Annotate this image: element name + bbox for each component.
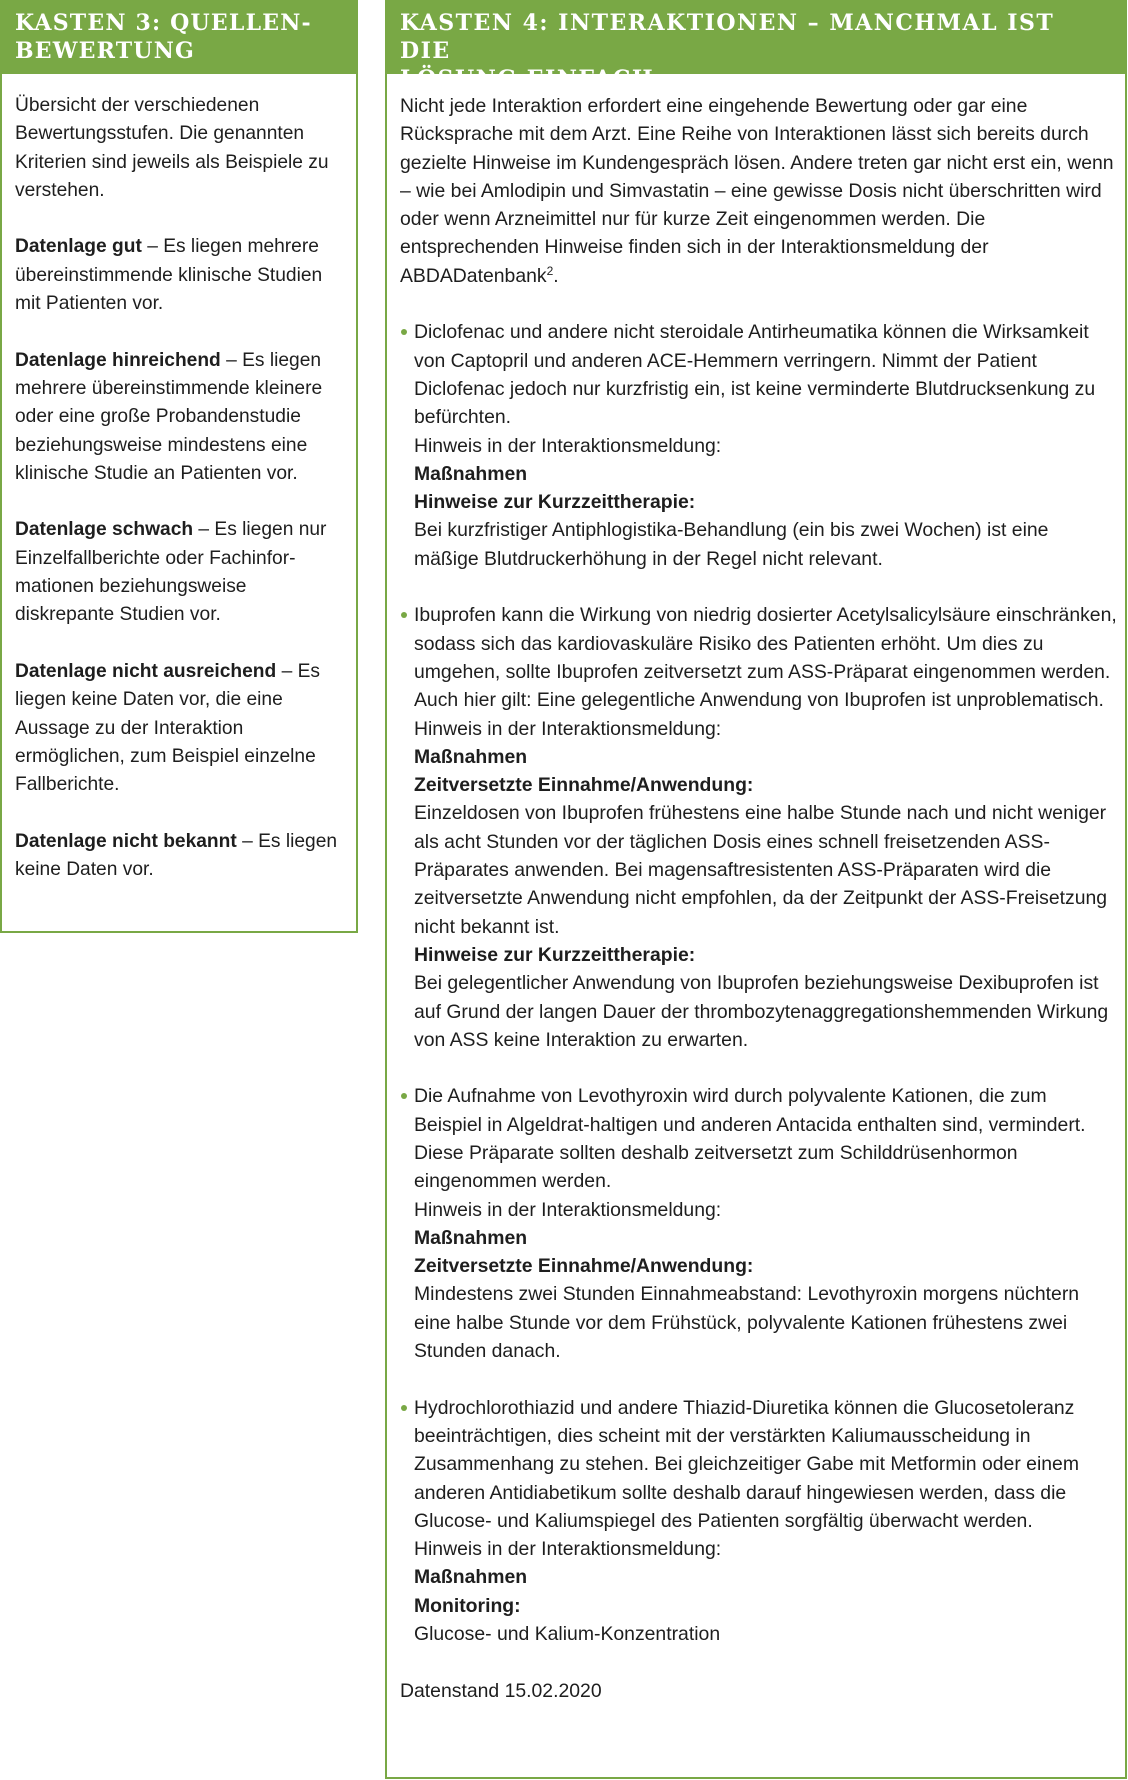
- data-status-footer: Datenstand 15.02.2020: [400, 1679, 602, 1702]
- rating-description: – Es liegen mehrere übereinstimmende klinische Studien mit Patienten vor.: [15, 236, 323, 315]
- measures-label: Maßnahmen: [414, 1566, 528, 1589]
- section-text: Glucose- und Kalium-Konzentration: [414, 1623, 721, 1646]
- interaction-text: Die Aufnahme von Levothyroxin wird durch polyvalente Kationen, die zum Beispiel in Algeldrat-haltigen und anderen Antacida enthalten sind, vermindert. Diese Präparate sollten deshalb zeitversetzt zum Schilddrüsenhormon eingenommen werden.: [414, 1085, 1086, 1193]
- intro-paragraph: Übersicht der verschiedenen Bewertungsstufen. Die genannten Kriterien sind jeweils als Beispiele zu verstehen.: [15, 95, 329, 201]
- title-line: LÖSUNG EINFACH: [400, 66, 655, 92]
- footnote-ref: 2: [546, 263, 554, 278]
- interaction-hint: Hinweis in der Interaktionsmeldung:: [414, 434, 722, 457]
- box-interactions-body: [387, 74, 1125, 1705]
- intro-paragraph: [400, 92, 1117, 290]
- bullet-icon: [401, 1093, 407, 1099]
- measures-label: Maßnahmen: [414, 1226, 528, 1249]
- box-interactions: [385, 0, 1127, 1779]
- intro-text: Nicht jede Interaktion erfordert eine eingehende Bewertung oder gar eine Rücksprache mit dem Arzt. Eine Reihe von Interaktionen lässt sich bereits durch gezielte Hinweise im Kundengespräch lösen. Andere treten gar nicht erst ein, wenn – wie bei Amlodipin und Simvastatin – eine gewisse Dosis nicht überschritten wird oder wenn Arzneimittel nur für kurze Zeit eingenommen werden. Die entsprechenden Hinweise finden sich in der Interaktionsmeldung der ABDADatenbank: [400, 95, 1114, 287]
- interaction-text: Ibuprofen kann die Wirkung von niedrig dosierter Acetylsalicylsäure einschränken, sodass sich das kardiovaskuläre Risiko des Patienten erhöht. Um dies zu umgehen, sollte Ibuprofen zeitversetzt zum ASS-Präparat eingenommen werden. Auch hier gilt: Eine gelegentliche Anwendung von Ibuprofen ist unproblematisch.: [414, 604, 1117, 712]
- interaction-item: [400, 318, 1117, 573]
- rating-level-unknown: [15, 828, 346, 885]
- bullet-icon: [401, 612, 407, 618]
- rating-label: Datenlage hinreichend: [15, 349, 221, 371]
- rating-label: Datenlage nicht ausreichend: [15, 660, 277, 682]
- section-text: Einzeldosen von Ibuprofen frühestens eine halbe Stunde nach und nicht weniger als acht Stunden vor der täglichen Dosis eines schnell freisetzenden ASS-Präparates anwenden. Bei magensaftresistenten ASS-Präparaten wird die zeitversetzte Anwendung nicht empfohlen, da der Zeitpunkt der ASS-Freisetzung nicht bekannt ist.: [414, 802, 1108, 938]
- title-line: BEWERTUNG: [15, 38, 195, 64]
- rating-label: Datenlage gut: [15, 236, 142, 258]
- title-line: KASTEN 3: QUELLEN-: [15, 10, 312, 36]
- interaction-text: Diclofenac und andere nicht steroidale Antirheumatika können die Wirksamkeit von Captopril und anderen ACE-Hemmern verringern. Nimmt der Patient Diclofenac jedoch nur kurzfristig ein, ist keine verminderte Blutdrucksenkung zu befürchten.: [414, 321, 1096, 429]
- measures-label: Maßnahmen: [414, 462, 528, 485]
- interaction-item: [400, 1394, 1117, 1649]
- section-heading: Hinweise zur Kurzzeittherapie:: [414, 491, 696, 514]
- rating-description: – Es liegen keine Daten vor.: [15, 830, 338, 881]
- section-heading: Monitoring:: [414, 1594, 521, 1617]
- box-interactions-title: [387, 2, 1125, 92]
- rating-description: – Es liegen mehrere übereinstimmende kleinere oder eine große Probandenstudie beziehungsweise mindestens eine klinische Studie an Patienten vor.: [15, 349, 323, 484]
- interaction-item: [400, 1082, 1117, 1365]
- section-text: Bei gelegentlicher Anwendung von Ibuprofen beziehungsweise Dexibuprofen ist auf Grund der langen Dauer der thrombozytenaggregationshemmenden Wirkung von ASS keine Interaktion zu erwarten.: [414, 972, 1109, 1051]
- rating-level-weak: [15, 516, 346, 629]
- rating-level-good: [15, 233, 346, 318]
- interaction-hint: Hinweis in der Interaktionsmeldung:: [414, 717, 722, 740]
- rating-description: – Es liegen nur Einzelfallberichte oder Fachinformationen beziehungsweise diskrepante Studien vor.: [15, 519, 327, 626]
- rating-level-sufficient: [15, 347, 346, 488]
- interaction-item: [400, 601, 1117, 1054]
- interaction-text: Hydrochlorothiazid und andere Thiazid-Diuretika können die Glucosetoleranz beeinträchtigen, dies scheint mit der verstärkten Kaliumausscheidung in Zusammenhang zu stehen. Bei gleichzeitiger Gabe mit Metformin oder einem anderen Antidiabetikum sollte deshalb darauf hingewiesen werden, dass die Glucose- und Kaliumspiegel des Patienten sorgfältig überwacht werden.: [414, 1396, 1079, 1532]
- intro-end: .: [553, 264, 559, 287]
- box-source-rating: [0, 0, 358, 933]
- section-heading: Zeitversetzte Einnahme/Anwendung:: [414, 1255, 754, 1278]
- box-source-rating-body: [2, 74, 356, 884]
- section-text: Bei kurzfristiger Antiphlogistika-Behandlung (ein bis zwei Wochen) ist eine mäßige Blutdruckerhöhung in der Regel nicht relevant.: [414, 519, 1049, 570]
- rating-level-insufficient: [15, 658, 346, 799]
- section-text: Mindestens zwei Stunden Einnahmeabstand: Levothyroxin morgens nüchtern eine halbe Stunde vor dem Frühstück, polyvalente Kationen frühestens zwei Stunden danach.: [414, 1283, 1080, 1363]
- box-source-rating-title: [2, 2, 356, 74]
- interaction-hint: Hinweis in der Interaktionsmeldung:: [414, 1198, 722, 1221]
- measures-label: Maßnahmen: [414, 745, 528, 768]
- section-heading: Hinweise zur Kurzzeittherapie:: [414, 943, 696, 966]
- interaction-hint: Hinweis in der Interaktionsmeldung:: [414, 1538, 722, 1561]
- rating-label: Datenlage schwach: [15, 519, 194, 541]
- bullet-icon: [401, 329, 407, 335]
- title-line: KASTEN 4: INTERAKTIONEN – MANCHMAL IST DIE: [400, 10, 1055, 64]
- rating-description: – Es liegen keine Daten vor, die eine Aussage zu der Interaktion ermöglichen, zum Beispiel einzelne Fallberichte.: [15, 660, 320, 796]
- rating-label: Datenlage nicht bekannt: [15, 830, 237, 852]
- bullet-icon: [401, 1405, 407, 1411]
- section-heading: Zeitversetzte Einnahme/Anwendung:: [414, 774, 754, 797]
